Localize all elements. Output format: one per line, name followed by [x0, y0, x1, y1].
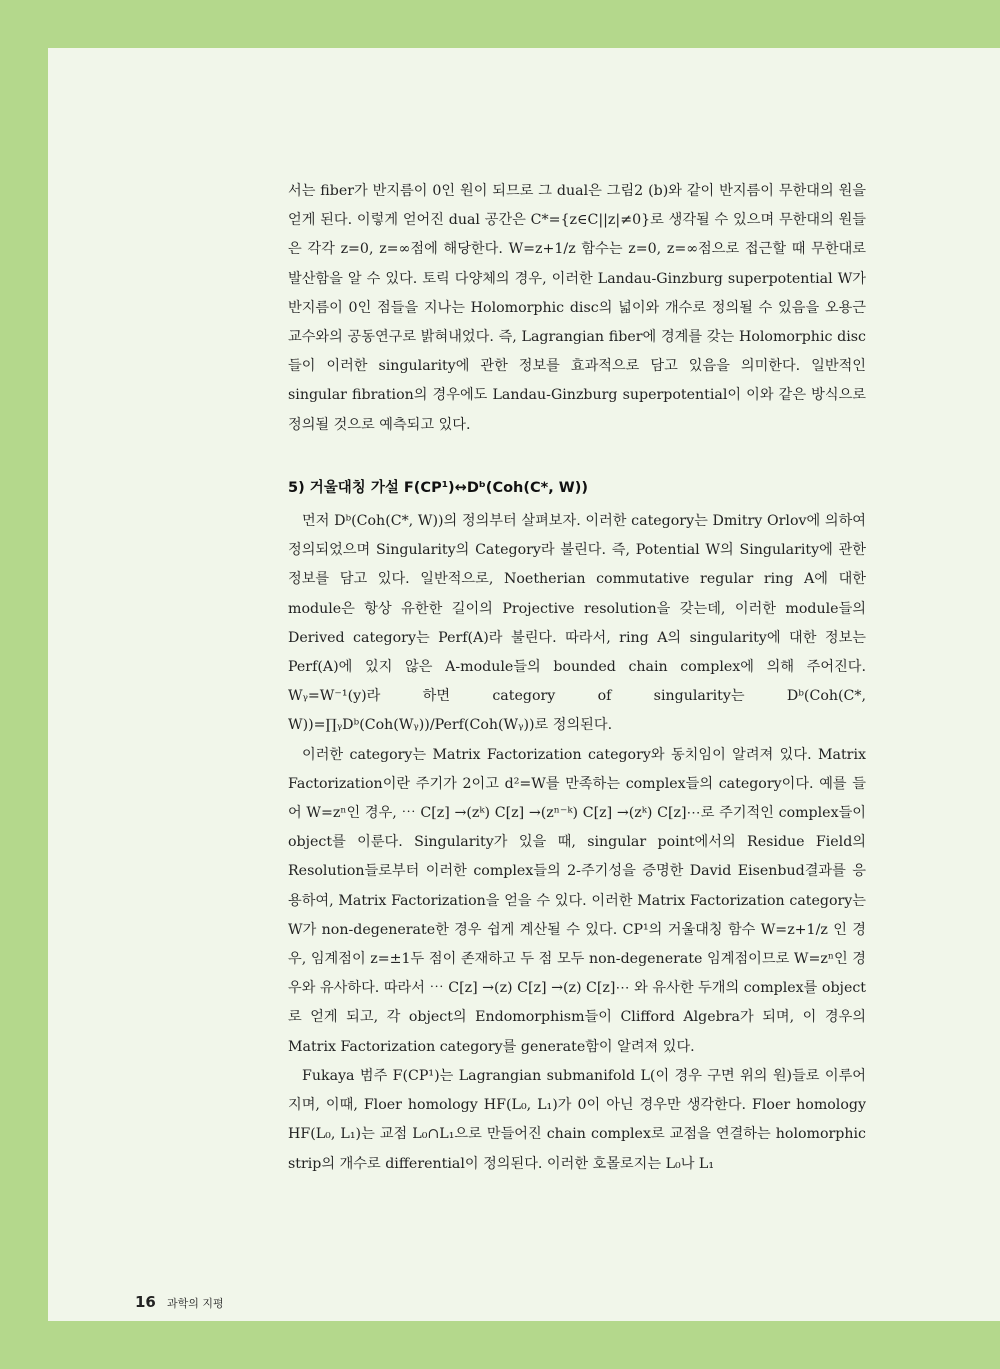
- article-body: [288, 177, 866, 1179]
- page-footer: [135, 1292, 224, 1311]
- paragraph: 서는 fiber가 반지름이 0인 원이 되므로 그 dual은 그림2 (b)와 같이 반지름이 무한대의 원을 얻게 된다. 이렇게 얻어진 dual 공간은 C*={z∈C||z|≠0}로 생각될 수 있으며 무한대의 원들은 각각 z=0, z=∞점에 해당한다. W=z+1/z 함수는 z=0, z=∞점으로 접근할 때 무한대로 발산함을 알 수 있다. 토릭 다양체의 경우, 이러한 Landau-Ginzburg superpotential W가 반지름이 0인 점들을 지나는 Holomorphic disc의 넓이와 개수로 정의될 수 있음을 오용근 교수와의 공동연구로 밝혀내었다. 즉, Lagrangian fiber에 경계를 갖는 Holomorphic disc들이 이러한 singularity에 관한 정보를 효과적으로 담고 있음을 의미한다. 일반적인 singular fibration의 경우에도 Landau-Ginzburg superpotential이 이와 같은 방식으로 정의될 것으로 예측되고 있다.: [288, 183, 866, 433]
- paragraph: 이러한 category는 Matrix Factorization category와 동치임이 알려져 있다. Matrix Factorization이란 주기가 2이고 d²=W를 만족하는 complex들의 category이다. 예를 들어 W=zⁿ인 경우, ⋯ C[z] →(zᵏ) C[z] →(zⁿ⁻ᵏ) C[z] →(zᵏ) C[z]⋯로 주기적인 complex들이 object를 이룬다. Singularity가 있을 때, singular point에서의 Residue Field의 Resolution들로부터 이러한 complex들의 2-주기성을 증명한 David Eisenbud결과를 응용하여, Matrix Factorization을 얻을 수 있다. 이러한 Matrix Factorization category는 W가 non-degenerate한 경우 쉽게 계산될 수 있다. CP¹의 거울대칭 함수 W=z+1/z 인 경우, 임계점이 z=±1두 점이 존재하고 두 점 모두 non-degenerate 임계점이므로 W=zⁿ인 경우와 유사하다. 따라서 ⋯ C[z] →(z) C[z] →(z) C[z]⋯ 와 유사한 두개의 complex를 object로 얻게 되고, 각 object의 Endomorphism들이 Clifford Algebra가 되며, 이 경우의 Matrix Factorization category를 generate함이 알려져 있다.: [288, 746, 866, 1055]
- journal-name: 과학의 지평: [166, 1297, 224, 1310]
- paragraph: 먼저 Dᵇ(Coh(C*, W))의 정의부터 살펴보자. 이러한 category는 Dmitry Orlov에 의하여 정의되었으며 Singularity의 Category라 불린다. 즉, Potential W의 Singularity에 관한 정보를 담고 있다. 일반적으로, Noetherian commutative regular ring A에 대한 module은 항상 유한한 길이의 Projective resolution을 갖는데, 이러한 module들의 Derived category는 Perf(A)라 불린다. 따라서, ring A의 singularity에 대한 정보는 Perf(A)에 있지 않은 A-module들의 bounded chain complex에 의해 주어진다. Wᵧ=W⁻¹(y)라 하면 category of singularity는 Dᵇ(Coh(C*, W))=∏ᵧDᵇ(Coh(Wᵧ))/Perf(Coh(Wᵧ))로 정의된다.: [288, 513, 866, 734]
- paragraph: Fukaya 범주 F(CP¹)는 Lagrangian submanifold L(이 경우 구면 위의 원)들로 이루어지며, 이때, Floer homology HF(L₀, L₁)가 0이 아닌 경우만 생각한다. Floer homology HF(L₀, L₁)는 교점 L₀∩L₁으로 만들어진 chain complex로 교점을 연결하는 holomorphic strip의 개수로 differential이 정의된다. 이러한 호몰로지는 L₀나 L₁: [288, 1067, 866, 1172]
- page-number: 16: [135, 1293, 156, 1311]
- section-heading: 5) 거울대칭 가설 F(CP¹)↔Dᵇ(Coh(C*, W)): [288, 479, 589, 496]
